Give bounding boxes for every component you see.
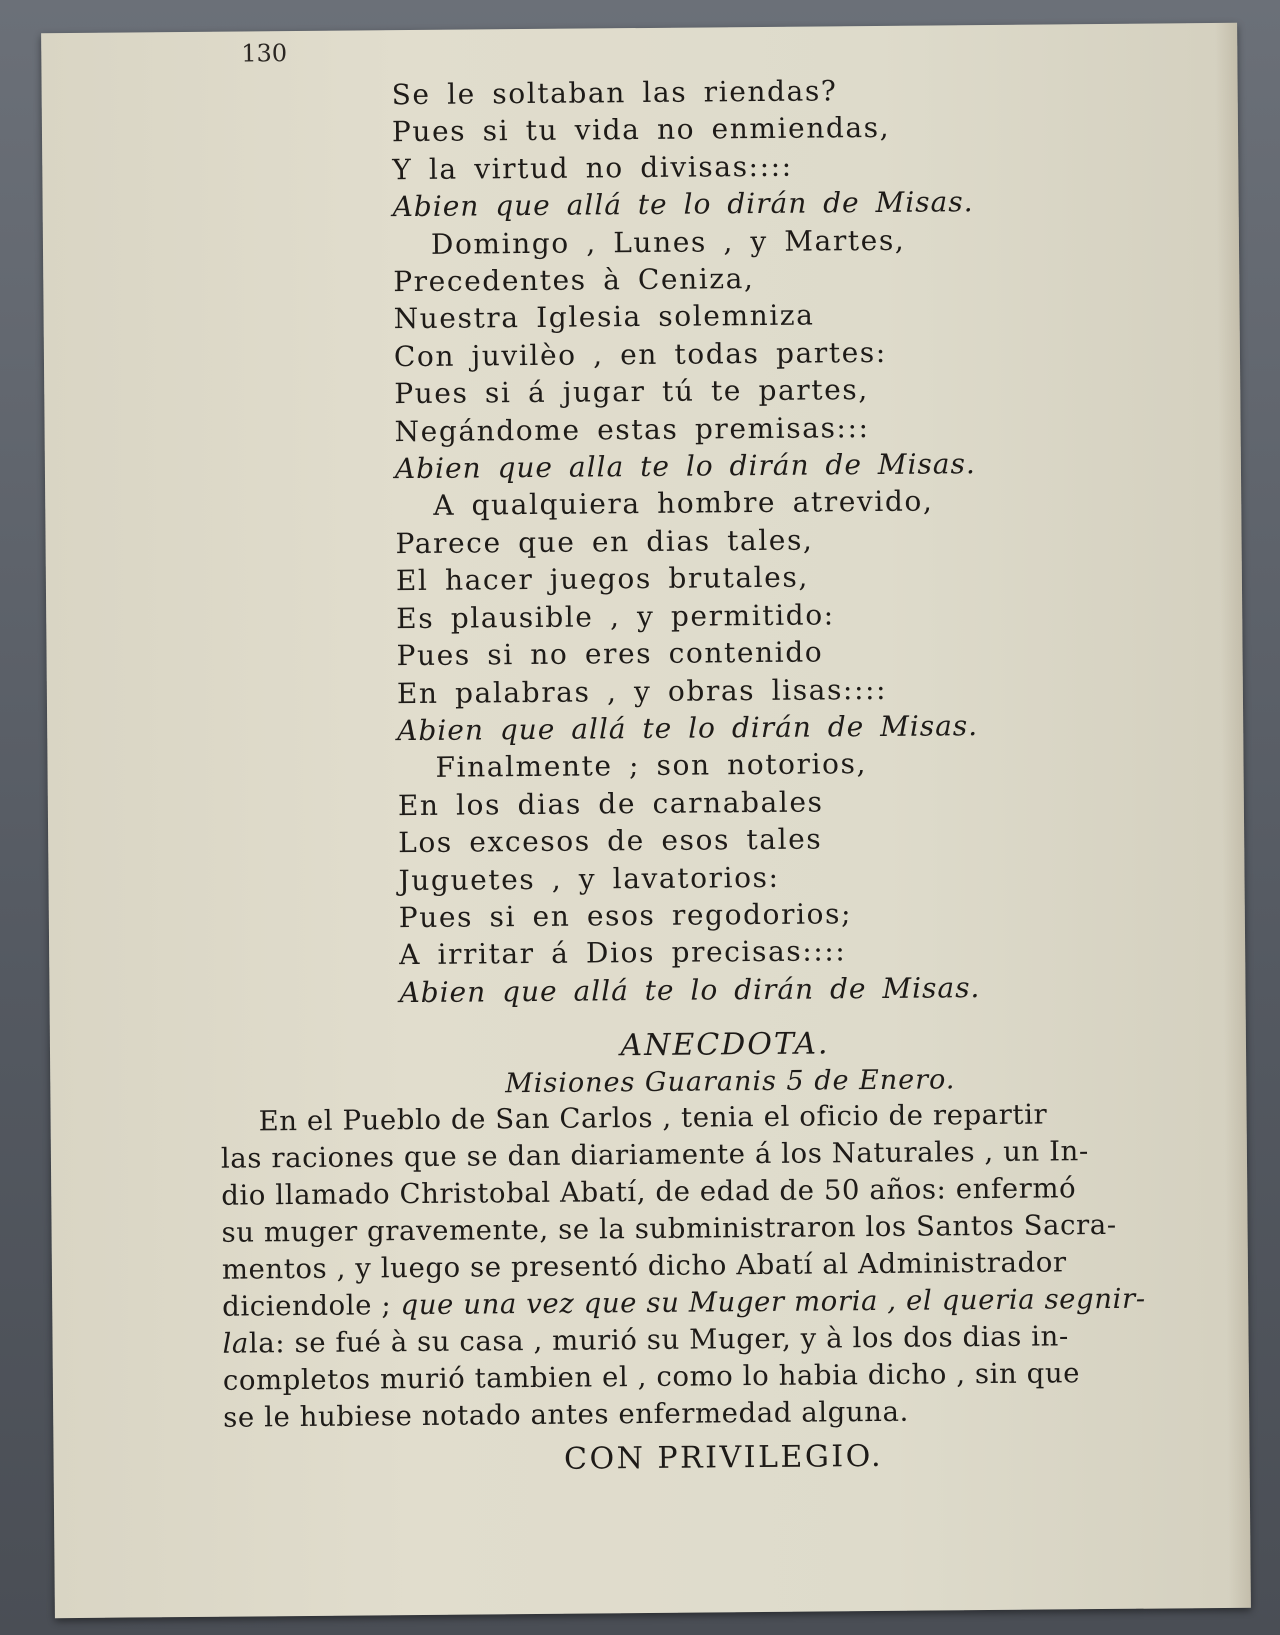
poem-line: Se le soltaban las riendas? bbox=[391, 74, 838, 112]
poem-line: Pues si en esos regodorios; bbox=[398, 897, 853, 935]
poem-line: Domingo , Lunes , y Martes, bbox=[430, 223, 906, 261]
poem-line: En los dias de carnabales bbox=[397, 785, 824, 822]
poem-line: En palabras , y obras lisas:::: bbox=[396, 672, 888, 710]
privilege-footer: CON PRIVILEGIO. bbox=[563, 1438, 884, 1477]
anecdote-text: la: se fué à su casa , murió su Muger, y à los dos dias in- bbox=[248, 1320, 1069, 1360]
poem-line: Nuestra Iglesia solemniza bbox=[393, 298, 815, 336]
poem-refrain: Abien que allá te lo dirán de Misas. bbox=[397, 709, 979, 748]
anecdote-heading: ANECDOTA. bbox=[620, 1026, 830, 1064]
anecdote-line: su muger gravemente, se la subministraron los Santos Sacra- bbox=[221, 1208, 1117, 1249]
poem-line: Pues si á jugar tú te partes, bbox=[394, 373, 869, 411]
anecdote-line: completos murió tambien el , como lo habia dicho , sin que bbox=[222, 1357, 1081, 1397]
anecdote-text: diciendole ; bbox=[222, 1289, 392, 1323]
poem-line: Parece que en dias tales, bbox=[395, 523, 814, 561]
poem bbox=[391, 71, 980, 1011]
document-page bbox=[41, 23, 1251, 1618]
anecdote-line: En el Pueblo de San Carlos , tenia el oficio de repartir bbox=[258, 1098, 1048, 1138]
poem-line: Con juvilèo , en todas partes: bbox=[393, 335, 887, 374]
anecdote-line: mentos , y luego se presentó dicho Abatí al Administrador bbox=[221, 1246, 1067, 1286]
poem-refrain: Abien que alla te lo dirán de Misas. bbox=[394, 447, 976, 486]
poem-line: El hacer juegos brutales, bbox=[395, 560, 810, 598]
anecdote-section bbox=[220, 1023, 1204, 1480]
anecdote-line: dio llamado Christobal Abatí, de edad de 50 años: enfermó bbox=[221, 1172, 1077, 1212]
anecdote-quote: que una vez que su Muger moria , el queria segnir- bbox=[400, 1282, 1146, 1322]
poem-line: Pues si tu vida no enmiendas, bbox=[391, 111, 891, 149]
poem-line: Negándome estas premisas::: bbox=[394, 410, 870, 448]
poem-line: Juguetes , y lavatorios: bbox=[398, 860, 780, 897]
anecdote-quote: la bbox=[222, 1327, 250, 1360]
poem-line: Finalmente ; son notorios, bbox=[435, 747, 868, 785]
page-number: 130 bbox=[241, 39, 288, 68]
anecdote-line: las raciones que se dan diariamente á los Naturales , un In- bbox=[220, 1135, 1089, 1175]
poem-line: Precedentes à Ceniza, bbox=[393, 262, 755, 299]
poem-line: Y la virtud no divisas:::: bbox=[392, 149, 793, 187]
anecdote-dateline: Misiones Guaranis 5 de Enero. bbox=[505, 1064, 956, 1100]
anecdote-line: se le hubiese notado antes enfermedad alguna. bbox=[223, 1395, 910, 1434]
poem-refrain: Abien que allá te lo dirán de Misas. bbox=[392, 185, 974, 224]
poem-line: A irritar á Dios precisas:::: bbox=[399, 934, 847, 972]
poem-line: Pues si no eres contenido bbox=[396, 635, 824, 673]
poem-line: Los excesos de esos tales bbox=[398, 822, 823, 860]
poem-line: A qualquiera hombre atrevido, bbox=[433, 484, 934, 523]
poem-line: Es plausible , y permitido: bbox=[396, 598, 835, 635]
poem-refrain: Abien que allá te lo dirán de Misas. bbox=[399, 970, 981, 1009]
